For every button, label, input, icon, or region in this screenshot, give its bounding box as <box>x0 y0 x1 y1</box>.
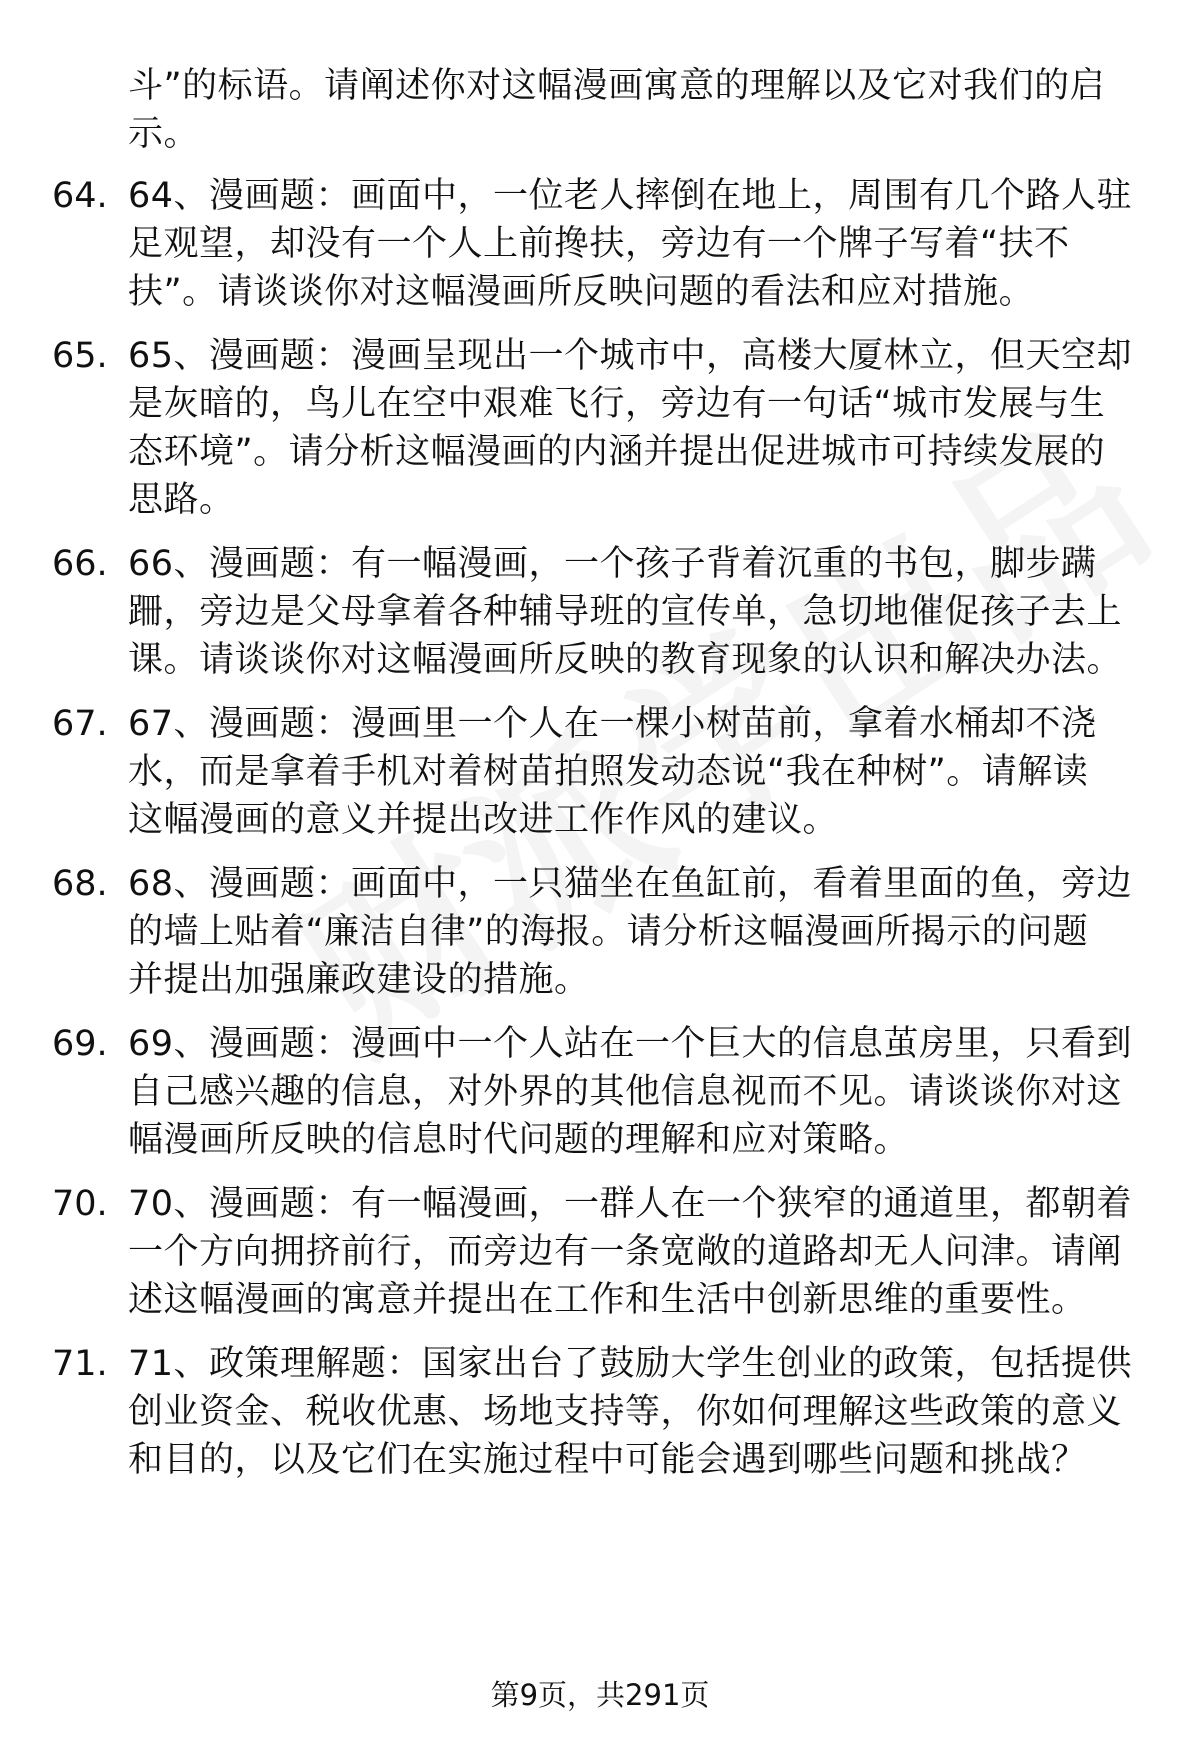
question-number: 66. <box>52 544 108 584</box>
question-line: 66、漫画题：有一幅漫画，一个孩子背着沉重的书包，脚步蹒 <box>128 544 1097 584</box>
question-line: 述这幅漫画的寓意并提出在工作和生活中创新思维的重要性。 <box>128 1280 1087 1320</box>
question-line: 示。 <box>128 114 200 154</box>
question-line: 一个方向拥挤前行，而旁边有一条宽敞的道路却无人问津。请阐 <box>128 1232 1123 1272</box>
question-line: 并提出加强廉政建设的措施。 <box>128 960 590 1000</box>
question-line: 创业资金、税收优惠、场地支持等，你如何理解这些政策的意义 <box>128 1392 1123 1432</box>
question-line: 65、漫画题：漫画呈现出一个城市中，高楼大厦林立，但天空却 <box>128 336 1133 376</box>
question-line: 课。请谈谈你对这幅漫画所反映的教育现象的认识和解决办法。 <box>128 640 1123 680</box>
question-number: 64. <box>52 176 108 216</box>
page-footer: 第9页，共291页 <box>490 1678 710 1712</box>
question-line: 水，而是拿着手机对着树苗拍照发动态说“我在种树”。请解读 <box>128 752 1089 792</box>
question-line: 思路。 <box>128 480 235 520</box>
question-line: 70、漫画题：有一幅漫画，一群人在一个狭窄的通道里，都朝着 <box>128 1184 1133 1224</box>
question-line: 自己感兴趣的信息，对外界的其他信息视而不见。请谈谈你对这 <box>128 1072 1123 1112</box>
question-line: 67、漫画题：漫画里一个人在一棵小树苗前，拿着水桶却不浇 <box>128 704 1097 744</box>
question-number: 69. <box>52 1024 108 1064</box>
question-line: 69、漫画题：漫画中一个人站在一个巨大的信息茧房里，只看到 <box>128 1024 1133 1064</box>
question-line: 态环境”。请分析这幅漫画的内涵并提出促进城市可持续发展的 <box>128 432 1106 472</box>
question-number: 68. <box>52 864 108 904</box>
question-number: 67. <box>52 704 108 744</box>
question-line: 扶”。请谈谈你对这幅漫画所反映问题的看法和应对措施。 <box>128 272 1035 312</box>
question-line: 是灰暗的，鸟儿在空中艰难飞行，旁边有一句话“城市发展与生 <box>128 384 1106 424</box>
question-number: 65. <box>52 336 108 376</box>
question-line: 和目的，以及它们在实施过程中可能会遇到哪些问题和挑战？ <box>128 1440 1087 1480</box>
question-line: 的墙上贴着“廉洁自律”的海报。请分析这幅漫画所揭示的问题 <box>128 912 1089 952</box>
question-line: 这幅漫画的意义并提出改进工作作风的建议。 <box>128 800 839 840</box>
question-line: 64、漫画题：画面中，一位老人摔倒在地上，周围有几个路人驻 <box>128 176 1133 216</box>
question-line: 足观望，却没有一个人上前搀扶，旁边有一个牌子写着“扶不 <box>128 224 1070 264</box>
question-line: 幅漫画所反映的信息时代问题的理解和应对策略。 <box>128 1120 910 1160</box>
question-number: 70. <box>52 1184 108 1224</box>
question-line: 斗”的标语。请阐述你对这幅漫画寓意的理解以及它对我们的启 <box>128 66 1106 106</box>
question-line: 68、漫画题：画面中，一只猫坐在鱼缸前，看着里面的鱼，旁边 <box>128 864 1133 904</box>
question-number: 71. <box>52 1344 108 1384</box>
question-line: 跚，旁边是父母拿着各种辅导班的宣传单，急切地催促孩子去上 <box>128 592 1123 632</box>
question-line: 71、政策理解题：国家出台了鼓励大学生创业的政策，包括提供 <box>128 1344 1133 1384</box>
